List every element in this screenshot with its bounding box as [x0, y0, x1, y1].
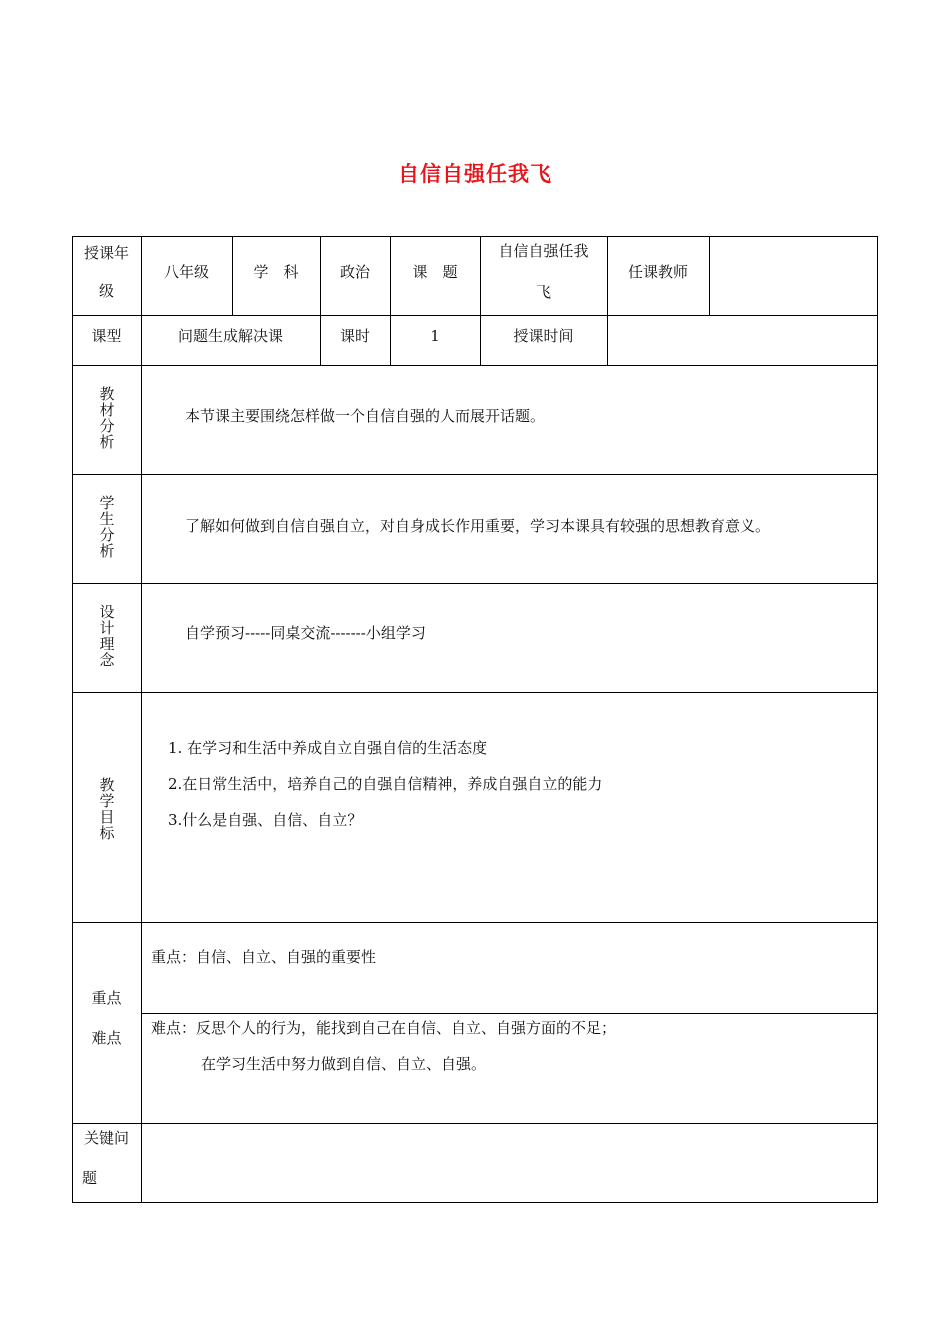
material-analysis-label: 教材分析 [99, 385, 115, 451]
goal-item: 2.在日常生活中，培养自己的自强自信精神，养成自强自立的能力 [168, 775, 603, 793]
teaching-goals-label: 教学目标 [99, 776, 115, 842]
difficult-points-text-cont: 在学习生活中努力做到自信、自立、自强。 [201, 1055, 487, 1073]
hours-label: 课时 [339, 327, 370, 345]
hours-value: 1 [430, 327, 440, 345]
table-rule [72, 922, 878, 923]
key-points-label: 重点 [91, 989, 122, 1007]
student-analysis-label: 学生分析 [99, 494, 115, 560]
design-concept-label: 设计理念 [99, 603, 115, 669]
difficult-points-text: 难点：反思个人的行为，能找到自己在自信、自立、自强方面的不足； [151, 1019, 617, 1037]
topic-value-cont: 飞 [535, 283, 551, 301]
material-analysis-text: 本节课主要围绕怎样做一个自信自强的人而展开话题。 [185, 407, 546, 425]
table-rule [709, 236, 710, 316]
subject-label: 学 科 [253, 263, 299, 281]
key-question-label: 关键问 [83, 1129, 129, 1147]
table-rule [72, 583, 878, 584]
subject-value: 政治 [339, 263, 370, 281]
grade-label-cont: 级 [98, 282, 114, 300]
table-rule [72, 315, 878, 316]
difficult-points-label: 难点 [91, 1029, 122, 1047]
table-rule [72, 474, 878, 475]
key-points-text: 重点：自信、自立、自强的重要性 [151, 948, 377, 966]
table-rule [141, 236, 142, 1203]
class-time-label: 授课时间 [513, 327, 574, 345]
design-concept-text: 自学预习-----同桌交流-------小组学习 [185, 624, 426, 642]
goal-item: 1. 在学习和生活中养成自立自强自信的生活态度 [168, 739, 488, 757]
table-border-top [72, 236, 878, 237]
table-rule [141, 1013, 878, 1014]
table-rule [607, 236, 608, 366]
table-border-right [877, 236, 878, 1203]
lesson-type-label: 课型 [91, 327, 122, 345]
table-border-bottom [72, 1202, 878, 1203]
topic-label: 课 题 [412, 263, 458, 281]
table-border-left [72, 236, 73, 1203]
grade-value: 八年级 [163, 263, 209, 281]
key-question-label-cont: 题 [82, 1169, 98, 1187]
teacher-label: 任课教师 [627, 263, 688, 281]
document-title: 自信自强任我飞 [398, 162, 552, 186]
table-rule [320, 236, 321, 366]
grade-label: 授课年 [83, 244, 129, 262]
table-rule [72, 692, 878, 693]
table-rule [390, 236, 391, 366]
topic-value: 自信自强任我 [498, 242, 589, 260]
table-rule [72, 1123, 878, 1124]
lesson-type-value: 问题生成解决课 [177, 327, 283, 345]
table-rule [72, 365, 878, 366]
goal-item: 3.什么是自强、自信、自立？ [168, 811, 363, 829]
student-analysis-text: 了解如何做到自信自强自立，对自身成长作用重要，学习本课具有较强的思想教育意义。 [185, 517, 771, 535]
